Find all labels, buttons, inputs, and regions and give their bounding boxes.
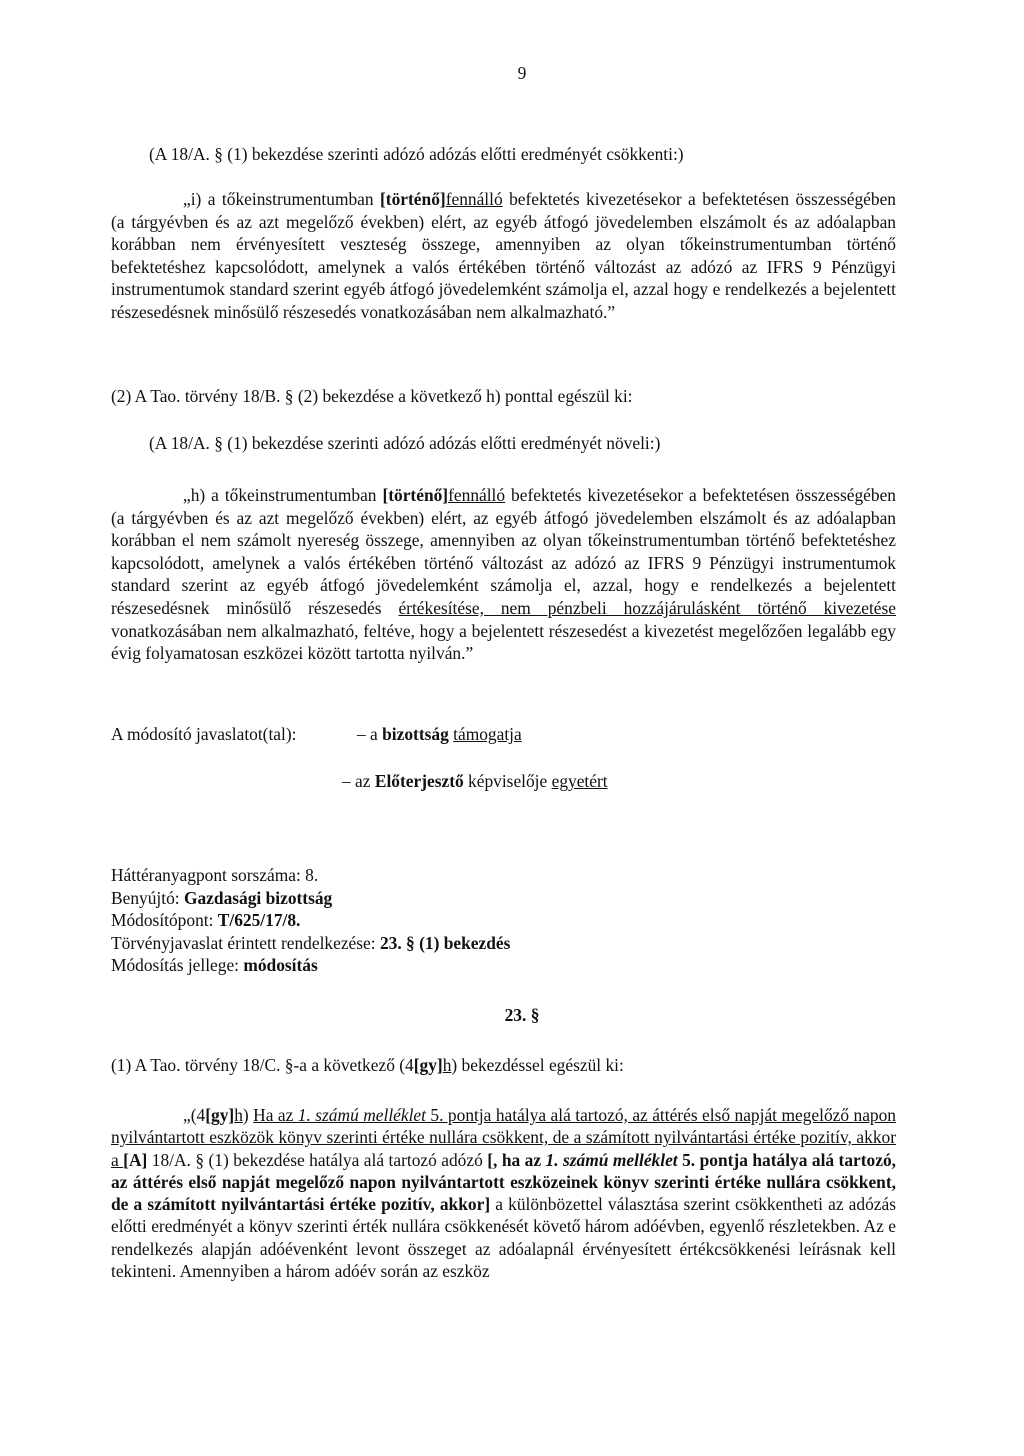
section3-p-inserted: h: [234, 1105, 243, 1125]
section3-ins-italic: 1. számú melléklet: [297, 1105, 426, 1125]
section3-tail: a különbözettel választása szerint csökkentheti az adózás előtti eredményét a könyv szerinti érték nullára csökkenését követő három adóévben, egyenlő részletekben. Az e rendelkezés alapján adóévenként levont összeget az adóalapnál érvényesített értékcsökkenési leírásnak kell tekinteni. Amennyiben a három adóév során az eszköz: [111, 1194, 896, 1282]
summary-dash-1: – a: [357, 724, 383, 744]
section2-intro: (A 18/A. § (1) bekezdése szerinti adózó adózás előtti eredményét növeli:): [149, 433, 661, 453]
summary-agrees: egyetért: [551, 771, 608, 791]
section3-del-close: ]: [484, 1194, 491, 1215]
section1-para-open: „i) a tőkeinstrumentumban: [183, 189, 381, 209]
meta-line-amendment-type: [111, 954, 896, 977]
meta-value: T/625/17/8.: [217, 910, 301, 931]
meta-value: Gazdasági bizottság: [183, 887, 333, 908]
meta-line-affected-provision: [111, 932, 896, 955]
section2-para-end: vonatkozásában nem alkalmazható, feltéve, hogy a bejelentett részesedést a kivezetést megelőzően legalább egy évig folyamatosan eszközei között tartotta nyilván.”: [111, 620, 896, 664]
amendment-metadata: [111, 864, 896, 977]
summary-line-2: [342, 770, 608, 793]
section3-heading-inserted: h: [442, 1055, 452, 1075]
section3-text-a: 18/A. § (1) bekezdése hatálya alá tartozó adózó: [147, 1149, 488, 1170]
section1-deleted-bracket: [történő]: [380, 189, 446, 209]
summary-supports: támogatja: [453, 724, 522, 744]
meta-label: Benyújtó:: [111, 887, 184, 908]
page-number: 9: [517, 63, 527, 83]
section3-p-open: „(4: [183, 1105, 206, 1125]
meta-label: Módosítópont:: [111, 910, 218, 931]
section1-para-rest: befektetés kivezetésekor a befektetésen összességében (a tárgyévben és az azt megelőző években) elért, az egyéb átfogó jövedelemben elszámolt és az adóalapban korábban nem érvényesített veszteség összege, amennyiben az olyan tőkeinstrumentumban történő befektetéshez kapcsolódott, amelynek a valós értékében történő változást az adózó az IFRS 9 Pénzügyi instrumentumok standard szerint egyéb átfogó jövedelemként számolja el, azzal hogy e rendelkezés a bejelentett részesedésnek minősülő részesedés vonatkozásában nem alkalmazható.”: [111, 189, 896, 322]
section3-paragraph: [111, 1104, 896, 1282]
section3-p-close: ): [242, 1105, 254, 1125]
summary-label: A módosító javaslatot(tal):: [111, 724, 297, 744]
section2-para-open: „h) a tőkeinstrumentumban: [183, 485, 383, 505]
section2-para-mid: befektetés kivezetésekor a befektetésen összességében (a tárgyévben és az azt megelőző években) elért, az egyéb átfogó jövedelemben elszámolt és az adóalapban korábban el nem számolt nyereség összege, amennyiben az olyan tőkeinstrumentumban történő befektetéshez kapcsolódott, amelynek a valós értékében történő változást az adózó az IFRS 9 Pénzügyi instrumentumok standard szerint az egyéb átfogó jövedelemként számolja el, azzal, hogy e rendelkezés a bejelentett részesedésnek minősülő részesedés: [111, 485, 896, 618]
section3-ins-a: Ha az: [253, 1105, 298, 1125]
section1-paragraph: [111, 188, 896, 324]
summary-line2-text: képviselője: [463, 771, 552, 791]
section2-paragraph: [111, 484, 896, 665]
meta-value: módosítás: [243, 955, 318, 976]
section3-heading-a: (1) A Tao. törvény 18/C. §-a a következő (4: [111, 1055, 414, 1075]
section-23-heading: 23. §: [504, 1005, 540, 1025]
summary-dash-2: – az: [342, 771, 375, 791]
section3-heading-b: ) bekezdéssel egészül ki:: [451, 1055, 624, 1075]
section3-del-italic: 1. számú melléklet: [545, 1149, 678, 1170]
section3-heading-bracket: [gy]: [413, 1055, 443, 1075]
section2-inserted-text: fennálló: [448, 485, 506, 505]
summary-proposer: Előterjesztő: [374, 771, 464, 791]
meta-line-amendment-point: [111, 909, 896, 932]
section2-deleted-bracket: [történő]: [382, 485, 449, 505]
section3-p-bracket: [gy]: [205, 1105, 235, 1125]
meta-value: 23. § (1) bekezdés: [379, 932, 511, 953]
section3-bracket-a: [A]: [123, 1149, 148, 1170]
summary-committee: bizottság: [382, 724, 449, 744]
section1-inserted-text: fennálló: [445, 189, 503, 209]
meta-line-submitter: [111, 887, 896, 910]
section2-heading: (2) A Tao. törvény 18/B. § (2) bekezdése a következő h) ponttal egészül ki:: [111, 386, 633, 406]
section2-inserted-text-2: értékesítése, nem pénzbeli hozzájárulásként történő kivezetése: [398, 597, 896, 618]
section3-del-open: [, ha az: [487, 1149, 546, 1170]
section3-heading: [111, 1054, 911, 1077]
meta-label: Módosítás jellege:: [111, 955, 244, 976]
meta-label: Törvényjavaslat érintett rendelkezése:: [111, 932, 380, 953]
section3-ins-b: 5. pontja hatálya alá tartozó, az áttérés első napját megelőző napon nyilvántartott eszközök könyv szerinti értéke nullára csökkent, de a számított nyilvántartási értéke pozitív, akkor a: [111, 1105, 897, 1170]
section1-intro: (A 18/A. § (1) bekezdése szerinti adózó adózás előtti eredményét csökkenti:): [149, 144, 684, 164]
summary-line-1: [111, 723, 522, 746]
meta-value: 8.: [305, 865, 319, 885]
meta-line-background: [111, 864, 896, 887]
meta-label: Háttéranyagpont sorszáma:: [111, 865, 306, 885]
section3-del-rest: 5. pontja hatálya alá tartozó, az áttérés első napját megelőző napon nyilvántartott eszközeinek könyv szerinti értéke nullára csökkent, de a számított nyilvántartási értéke pozitív, akkor: [111, 1149, 896, 1215]
